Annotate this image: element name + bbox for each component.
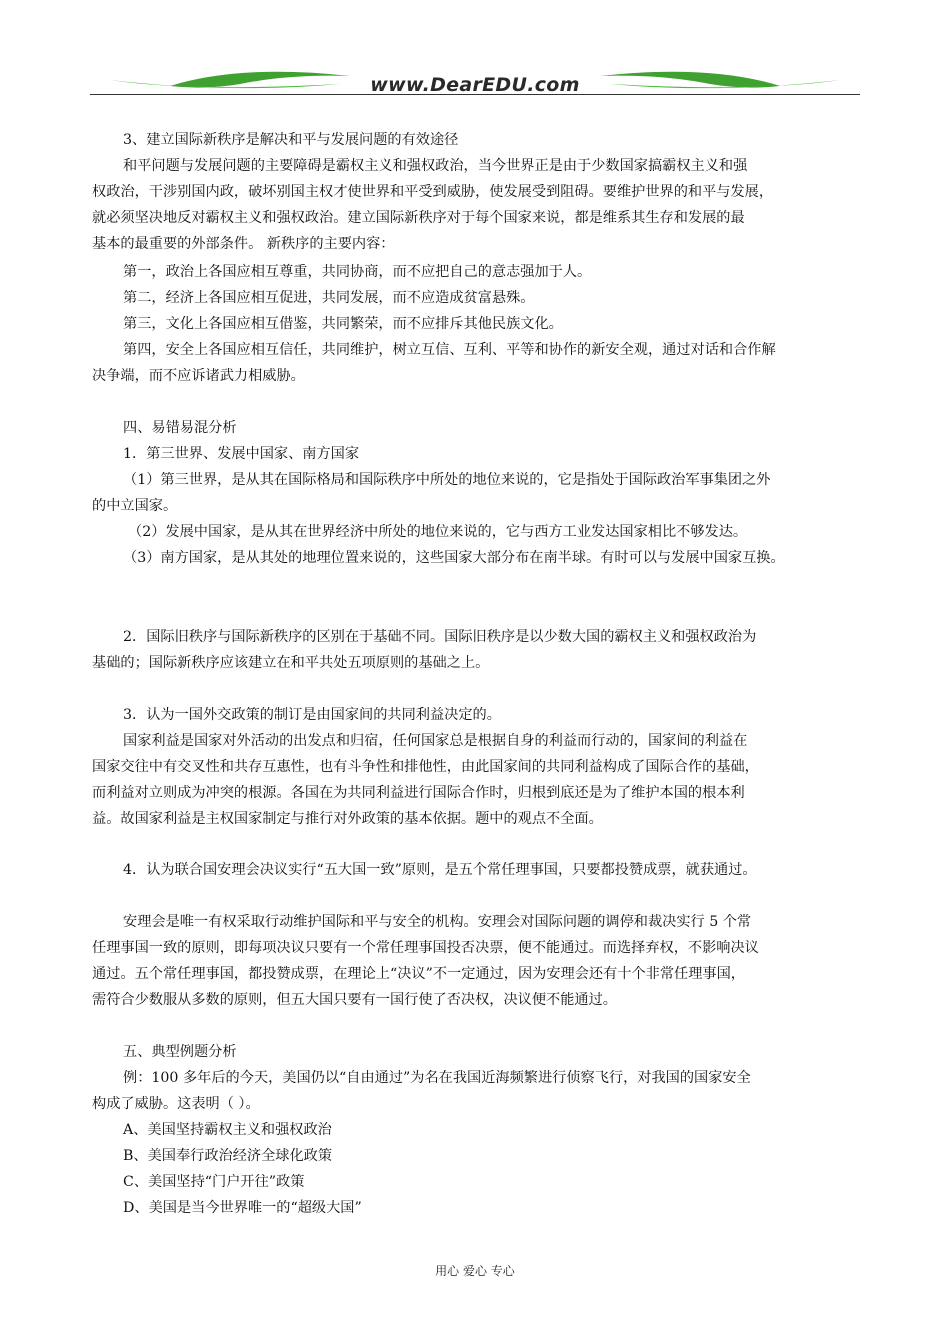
text-line: 就必须坚决地反对霸权主义和强权政治。建立国际新秩序对于每个国家来说，都是维系其生存和发展的最 [92,210,745,226]
text-line: 构成了威胁。这表明（ ）。 [92,1096,260,1112]
text-line: 基础的；国际新秩序应该建立在和平共处五项原则的基础之上。 [92,655,490,671]
text-line: 4．认为联合国安理会决议实行“五大国一致”原则，是五个常任理事国，只要都投赞成票，就获通过。 [123,862,757,878]
option-b: B、美国奉行政治经济全球化政策 [123,1148,333,1164]
text-line: 1．第三世界、发展中国家、南方国家 [123,446,360,462]
text-line: 安理会是唯一有权采取行动维护国际和平与安全的机构。安理会对国际问题的调停和裁决实行 5 个常 [123,914,752,930]
text-line: （1）第三世界，是从其在国际格局和国际秩序中所处的地位来说的，它是指处于国际政治军事集团之外 [123,472,771,488]
text-line: 决争端，而不应诉诸武力相威胁。 [92,368,305,384]
option-a: A、美国坚持霸权主义和强权政治 [123,1122,332,1138]
site-brand[interactable]: www.DearEDU.com [370,74,580,96]
text-line: 的中立国家。 [92,498,178,514]
text-line: （3）南方国家，是从其处的地理位置来说的，这些国家大部分布在南半球。有时可以与发展中国家互换。 [123,550,785,566]
page-header [90,62,860,102]
text-line: 通过。五个常任理事国，都投赞成票，在理论上“决议”不一定通过，因为安理会还有十个非常任理事国， [92,966,745,982]
text-line: （2）发展中国家，是从其在世界经济中所处的地位来说的，它与西方工业发达国家相比不够发达。 [128,524,748,540]
text-line: 3．认为一国外交政策的制订是由国家间的共同利益决定的。 [123,707,501,723]
text-line: 国家利益是国家对外活动的出发点和归宿，任何国家总是根据自身的利益而行动的，国家间的利益在 [123,733,748,749]
option-d: D、美国是当今世界唯一的“超级大国” [123,1200,362,1216]
text-line: 第二，经济上各国应相互促进，共同发展，而不应造成贫富悬殊。 [123,290,535,306]
text-line: 第三，文化上各国应相互借鉴，共同繁荣，而不应排斥其他民族文化。 [123,316,563,332]
text-line: 益。故国家利益是主权国家制定与推行对外政策的基本依据。题中的观点不全面。 [92,811,603,827]
text-line: 任理事国一致的原则，即每项决议只要有一个常任理事国投否决票，便不能通过。而选择弃权，不影响决议 [92,940,759,956]
text-line: 而利益对立则成为冲突的根源。各国在为共同利益进行国际合作时，归根到底还是为了维护本国的根本利 [92,785,745,801]
header-rule [90,94,860,95]
section-heading: 五、典型例题分析 [123,1044,237,1060]
text-line: 国家交往中有交叉性和共存互惠性，也有斗争性和排他性，由此国家间的共同利益构成了国际合作的基础， [92,759,759,775]
text-line: 基本的最重要的外部条件。 新秩序的主要内容： [92,236,395,252]
text-line: 和平问题与发展问题的主要障碍是霸权主义和强权政治，当今世界正是由于少数国家搞霸权主义和强 [123,158,748,174]
text-line: 第四，安全上各国应相互信任，共同维护，树立互信、互利、平等和协作的新安全观，通过对话和合作解 [123,342,776,358]
text-line: 权政治，干涉别国内政，破坏别国主权才使世界和平受到威胁，使发展受到阻碍。要维护世界的和平与发展， [92,184,774,200]
option-c: C、美国坚持“门户开往”政策 [123,1174,305,1190]
page-footer: 用心 爱心 专心 [435,1264,515,1278]
text-line: 第一，政治上各国应相互尊重，共同协商，而不应把自己的意志强加于人。 [123,264,592,280]
text-line: 需符合少数服从多数的原则，但五大国只要有一国行使了否决权，决议便不能通过。 [92,992,617,1008]
section-heading: 四、易错易混分析 [123,420,237,436]
text-line: 2．国际旧秩序与国际新秩序的区别在于基础不同。国际旧秩序是以少数大国的霸权主义和强权政治为 [123,629,757,645]
text-line: 例：100 多年后的今天，美国仍以“自由通过”为名在我国近海频繁进行侦察飞行，对我国的国家安全 [123,1070,751,1086]
section-heading: 3、建立国际新秩序是解决和平与发展问题的有效途径 [123,132,459,148]
